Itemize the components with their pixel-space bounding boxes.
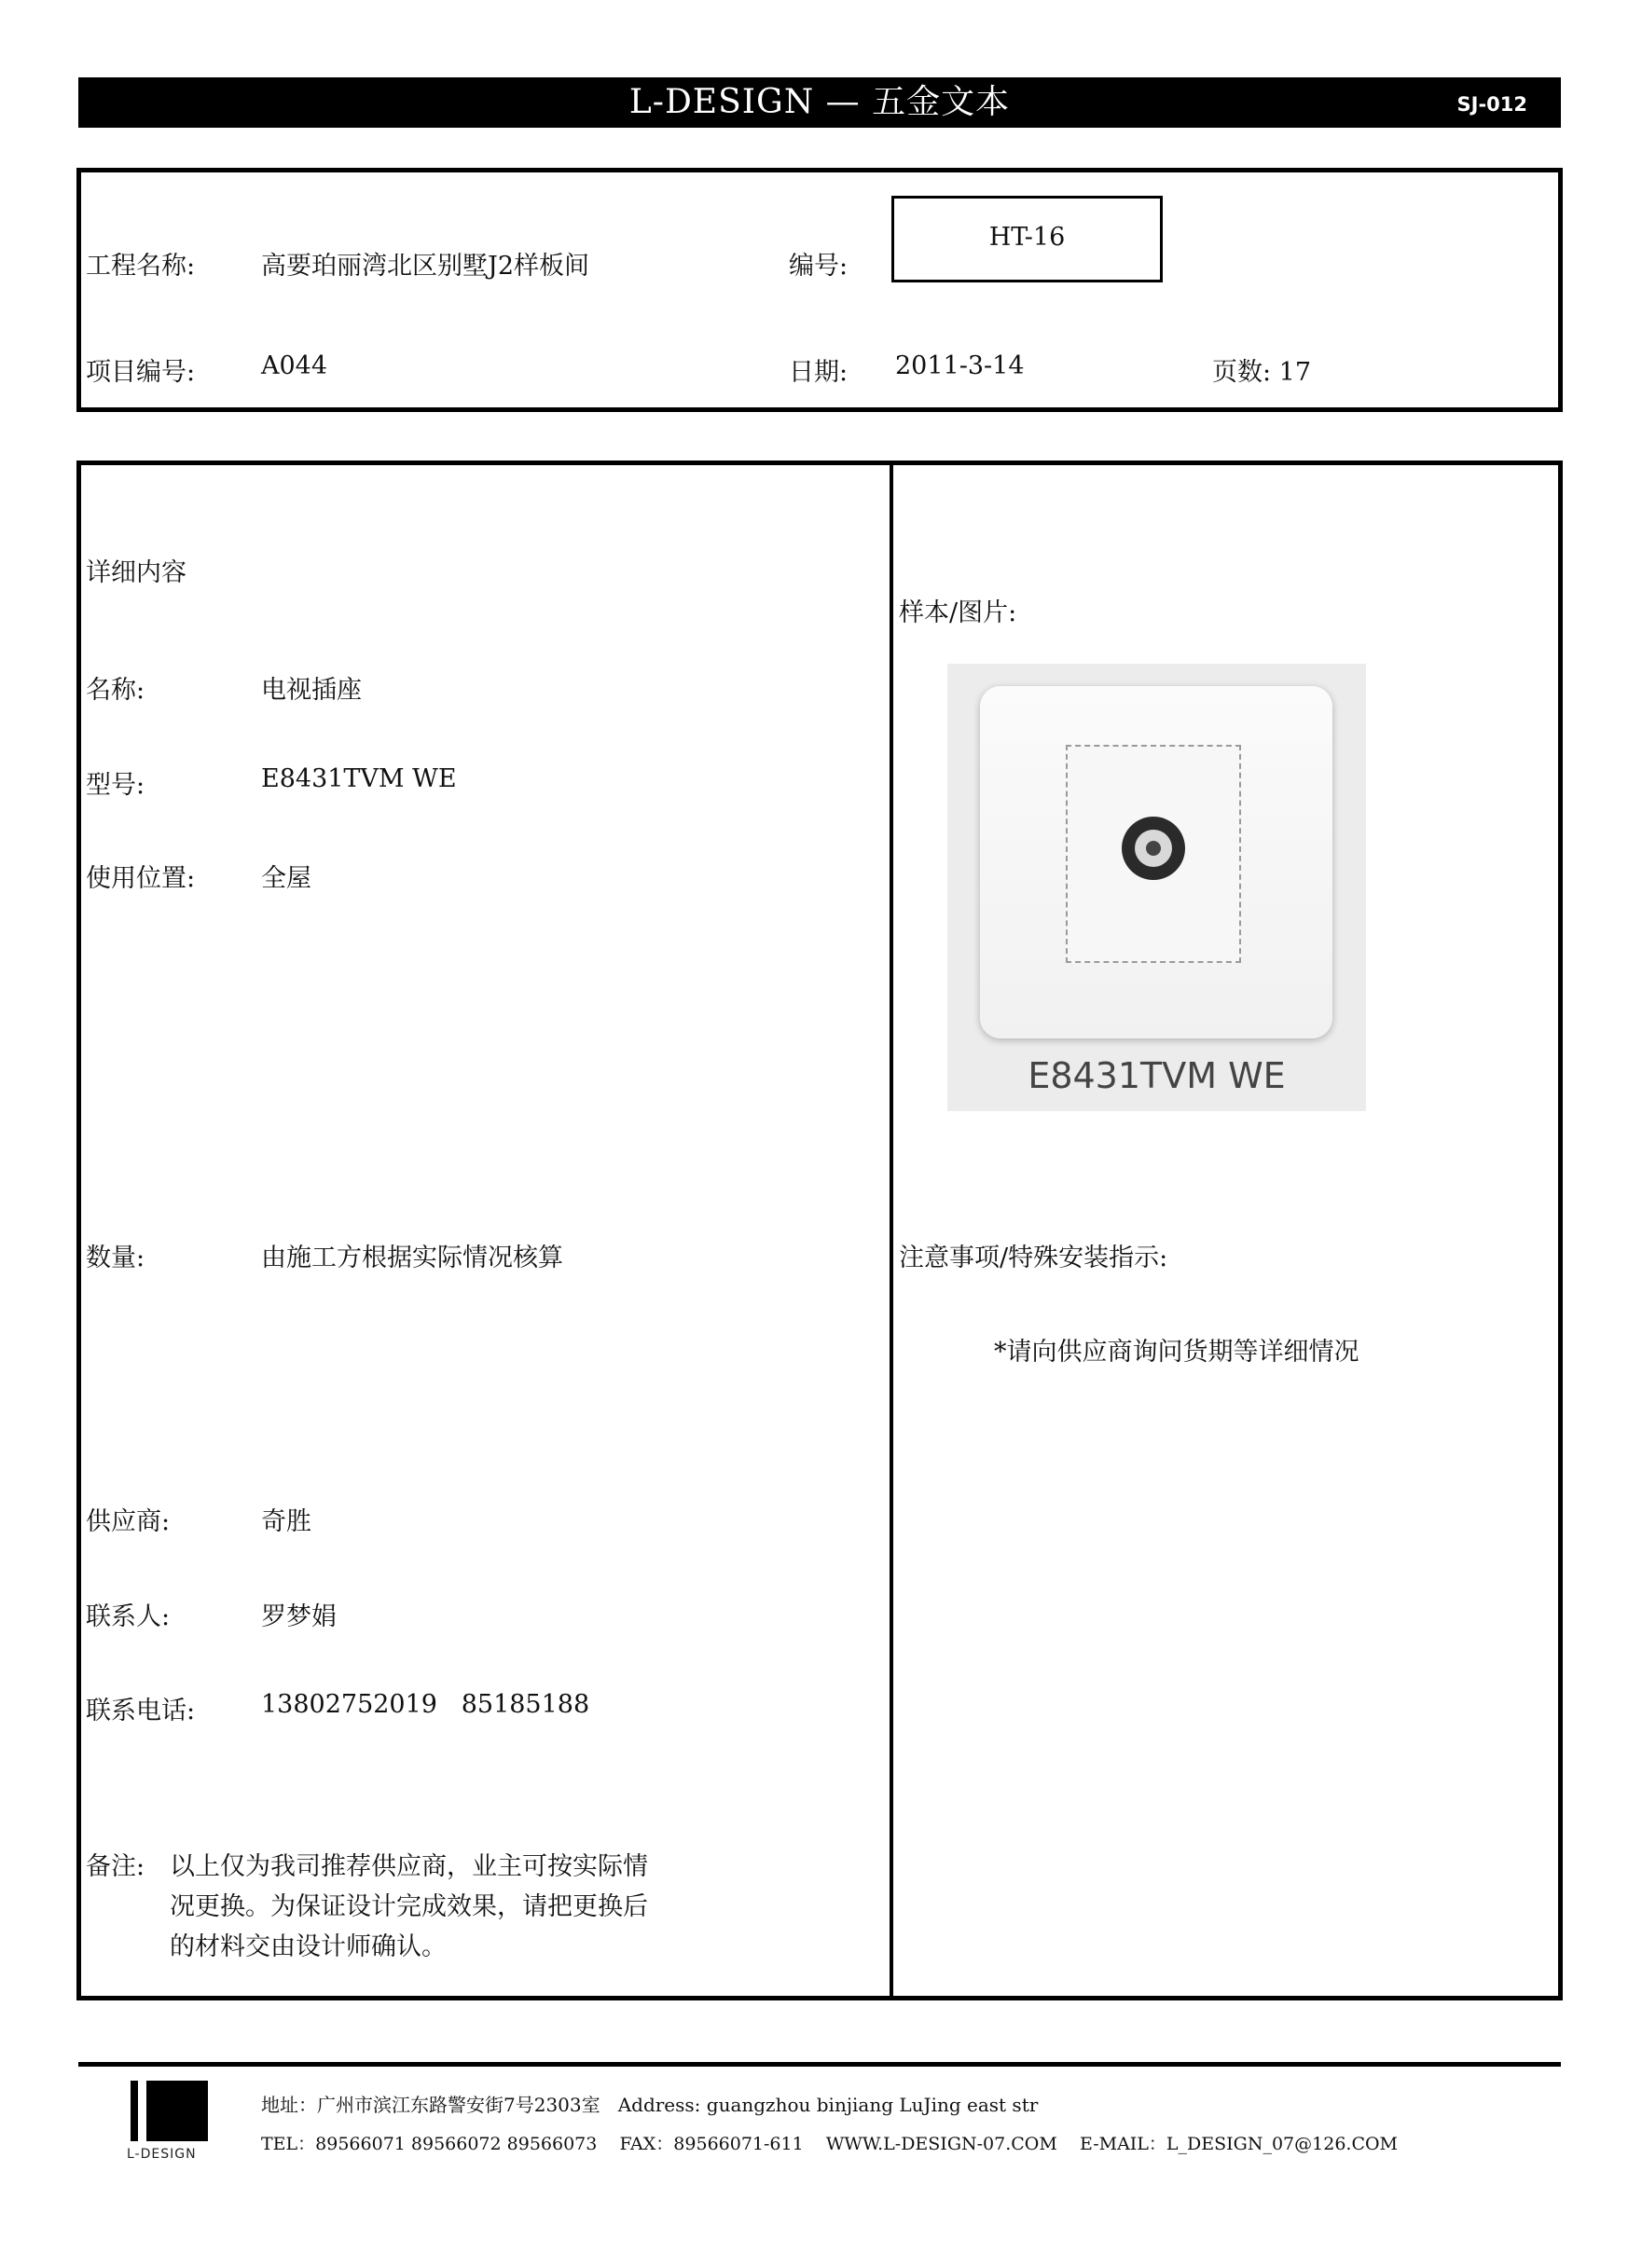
socket-inner-frame: [1066, 745, 1241, 963]
header-bar: [78, 77, 1561, 128]
number-value: HT-16: [988, 223, 1066, 252]
name-value: 电视插座: [261, 676, 362, 705]
supplier-value: 奇胜: [261, 1507, 311, 1536]
document-title: L-DESIGN — 五金文本: [628, 83, 1011, 121]
remark-line-3: 的材料交由设计师确认。: [170, 1932, 447, 1961]
product-photo: [947, 664, 1366, 1111]
sample-label: 样本/图片:: [899, 598, 1017, 627]
project-no: A044: [261, 351, 328, 380]
project-name: 高要珀丽湾北区别墅J2样板间: [261, 252, 590, 281]
project-no-label: 项目编号:: [86, 358, 196, 387]
number-label: 编号:: [789, 252, 849, 281]
note-text: *请向供应商询问货期等详细情况: [994, 1338, 1359, 1367]
column-divider: [890, 460, 893, 2000]
contact-label: 联系人:: [86, 1602, 171, 1631]
company-logo: [131, 2081, 208, 2141]
remark-label: 备注:: [86, 1852, 145, 1881]
location-value: 全屋: [261, 864, 311, 893]
date-label: 日期:: [789, 358, 849, 387]
photo-caption: E8431TVM WE: [1028, 1055, 1286, 1096]
logo-text: L-DESIGN: [127, 2147, 197, 2162]
phone-label: 联系电话:: [86, 1697, 196, 1725]
date-value: 2011-3-14: [895, 351, 1025, 380]
remark-line-2: 况更换。为保证设计完成效果，请把更换后: [170, 1892, 648, 1921]
socket-plate: [980, 686, 1332, 1038]
details-section-label: 详细内容: [86, 558, 186, 587]
number-box: [891, 196, 1163, 282]
name-label: 名称:: [86, 676, 145, 705]
notes-label: 注意事项/特殊安装指示:: [899, 1244, 1168, 1272]
model-label: 型号:: [86, 771, 145, 800]
document-code: SJ-012: [1456, 93, 1527, 116]
contact-value: 罗梦娟: [261, 1602, 337, 1631]
page-count: 页数: 17: [1212, 358, 1312, 387]
footer-rule: [78, 2062, 1561, 2067]
model-value: E8431TVM WE: [261, 764, 457, 793]
remark-line-1: 以上仅为我司推荐供应商，业主可按实际情: [170, 1852, 648, 1881]
tv-jack-icon: [1122, 817, 1185, 880]
supplier-label: 供应商:: [86, 1507, 171, 1536]
footer-address: 地址：广州市滨江东路警安街7号2303室 Address: guangzhou binjiang LuJing east str: [261, 2094, 1039, 2116]
quantity-value: 由施工方根据实际情况核算: [261, 1244, 563, 1272]
quantity-label: 数量:: [86, 1244, 145, 1272]
project-name-label: 工程名称:: [86, 252, 196, 281]
phone-value: 13802752019 85185188: [261, 1690, 590, 1719]
location-label: 使用位置:: [86, 864, 196, 893]
footer-contacts: TEL：89566071 89566072 89566073 FAX：89566071-611 WWW.L-DESIGN-07.COM E-MAIL：L_DESIGN_07@126.COM: [261, 2134, 1399, 2154]
